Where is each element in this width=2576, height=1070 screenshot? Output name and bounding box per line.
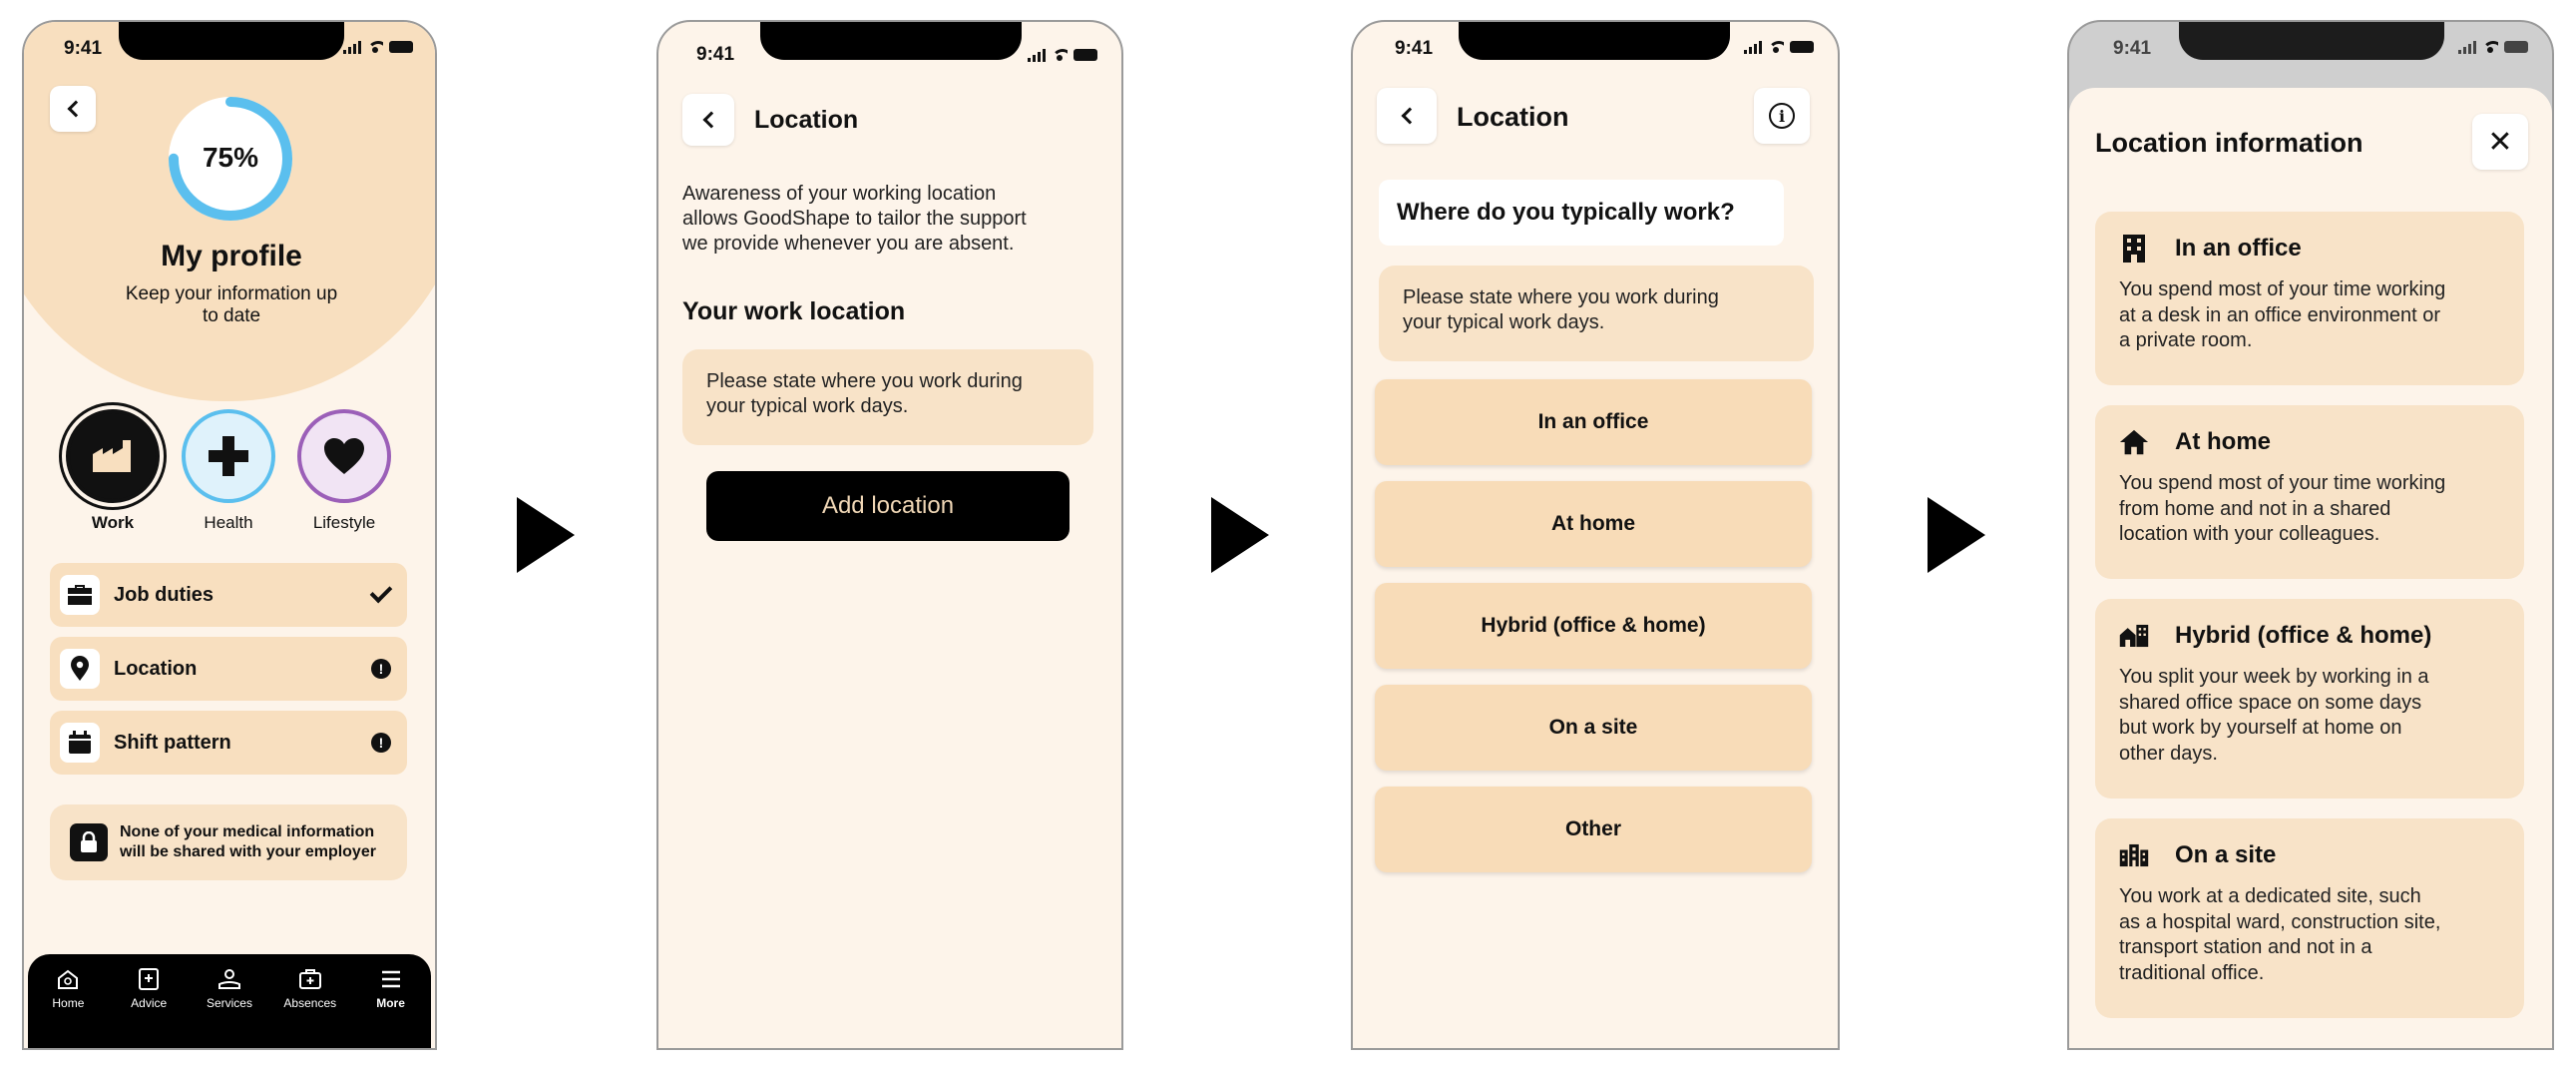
services-icon [218,968,240,990]
battery-icon [2504,41,2528,53]
progress-percent: 75% [202,142,259,173]
row-shift-pattern[interactable] [50,711,407,775]
screen-location-information [2067,20,2554,1050]
flow-arrow-icon [517,497,575,573]
home-icon [57,969,79,989]
info-card-office: In an office You spend most of your time working at a desk in an office environment or a private room. [2095,212,2524,385]
notch [760,22,1022,60]
status-time: 9:41 [64,38,103,59]
back-button[interactable] [50,86,96,132]
calendar-icon [68,731,92,755]
map-pin-icon [70,656,90,682]
category-work[interactable] [66,409,160,503]
option-other[interactable]: Other [1375,787,1812,872]
add-location-button[interactable]: Add location [706,471,1070,541]
info-card-title: On a site [2175,841,2277,868]
battery-icon [389,41,413,53]
info-card-title: Hybrid (office & home) [2175,622,2432,649]
info-button[interactable] [1754,88,1810,144]
question-heading: Where do you typically work? [1379,180,1784,246]
tab-more-label: More [376,996,405,1010]
site-icon [2119,840,2149,870]
page-subtitle-line2: to date [202,305,261,326]
tab-home[interactable] [33,968,103,1048]
house-icon [2119,427,2149,457]
privacy-notice [50,804,407,880]
alert-icon: ! [371,659,391,679]
category-lifestyle-label: Lifestyle [312,513,376,532]
heart-icon [322,436,366,476]
chevron-left-icon [702,112,719,129]
lock-icon [70,823,108,861]
privacy-notice-line1: None of your medical information [120,823,375,840]
intro-text: Awareness of your working location allows GoodShape to tailor the support we provide whenever you are absent. [682,183,1027,255]
briefcase-icon [67,584,93,606]
row-shift-pattern-label: Shift pattern [114,731,231,754]
back-button[interactable] [1377,88,1437,144]
wifi-icon [2482,41,2498,53]
wifi-icon [1768,41,1784,53]
row-job-duties[interactable] [50,563,407,627]
category-lifestyle[interactable] [297,409,391,503]
check-icon [370,581,393,604]
status-icons [2458,40,2528,54]
alert-icon: ! [371,733,391,753]
info-card-home: At home You spend most of your time working from home and not in a shared location with your colleagues. [2095,405,2524,579]
category-work-label: Work [91,513,135,532]
instruction-note: Please state where you work during your typical work days. [1379,266,1814,361]
option-at-home[interactable]: At home [1375,481,1812,567]
option-in-an-office[interactable]: In an office [1375,379,1812,465]
notch [1459,22,1730,60]
building-icon [2119,234,2149,264]
option-hybrid[interactable]: Hybrid (office & home) [1375,583,1812,669]
factory-icon [91,438,135,474]
signal-icon [343,40,361,54]
signal-icon [1028,48,1046,62]
battery-icon [1790,41,1814,53]
info-bottom-sheet [2069,88,2552,1048]
tab-advice[interactable] [114,968,184,1048]
tab-home-label: Home [52,996,85,1010]
privacy-notice-line2: will be shared with your employer [120,843,376,860]
menu-icon [381,970,401,988]
status-icons [1028,48,1097,62]
category-health-label: Health [204,513,253,532]
absences-icon [299,969,321,989]
plus-icon [207,434,250,478]
header-title: Location [754,106,859,134]
row-location[interactable] [50,637,407,701]
info-card-title: At home [2175,428,2271,455]
flow-arrow-icon [1211,497,1269,573]
hybrid-icon [2119,621,2149,651]
notch [2179,22,2444,60]
page-subtitle-line1: Keep your information up [125,283,338,304]
tab-services[interactable] [195,968,264,1048]
section-title: Your work location [682,297,906,325]
signal-icon [1744,40,1762,54]
advice-icon [139,968,159,990]
chevron-left-icon [67,101,84,118]
tab-more[interactable] [356,968,426,1048]
sheet-title: Location information [2095,128,2363,158]
row-location-label: Location [114,657,198,680]
info-card-hybrid: Hybrid (office & home) You split your week by working in a shared office space on some days but work by yourself at home on other days. [2095,599,2524,799]
tab-absences-label: Absences [283,996,337,1010]
battery-icon [1073,49,1097,61]
row-job-duties-label: Job duties [114,583,215,606]
tab-advice-label: Advice [131,996,168,1010]
screen-location-options [1351,20,1840,1050]
close-icon: ✕ [2487,125,2513,159]
header-title: Location [1457,102,1569,132]
screen-location-intro [656,20,1123,1050]
status-icons [343,40,413,54]
signal-icon [2458,40,2476,54]
status-time: 9:41 [2113,38,2152,59]
status-time: 9:41 [1395,38,1434,59]
notch [119,22,344,60]
tab-absences[interactable] [275,968,345,1048]
tab-services-label: Services [206,996,252,1010]
bottom-tab-bar [28,954,431,1048]
back-button[interactable] [682,94,734,146]
category-health[interactable] [182,409,275,503]
info-card-site: On a site You work at a dedicated site, such as a hospital ward, construction site, transport station and not in a traditional office. [2095,818,2524,1018]
wifi-icon [1052,49,1068,61]
screen-my-profile [22,20,437,1050]
status-icons [1744,40,1814,54]
chevron-left-icon [1401,108,1418,125]
status-time: 9:41 [696,44,735,65]
info-card-title: In an office [2175,235,2302,262]
info-icon: i [1769,103,1795,129]
page-title: My profile [161,240,302,272]
flow-arrow-icon [1928,497,1985,573]
option-on-a-site[interactable]: On a site [1375,685,1812,771]
instruction-note: Please state where you work during your typical work days. [682,349,1093,445]
wifi-icon [367,41,383,53]
close-button[interactable] [2472,114,2528,170]
